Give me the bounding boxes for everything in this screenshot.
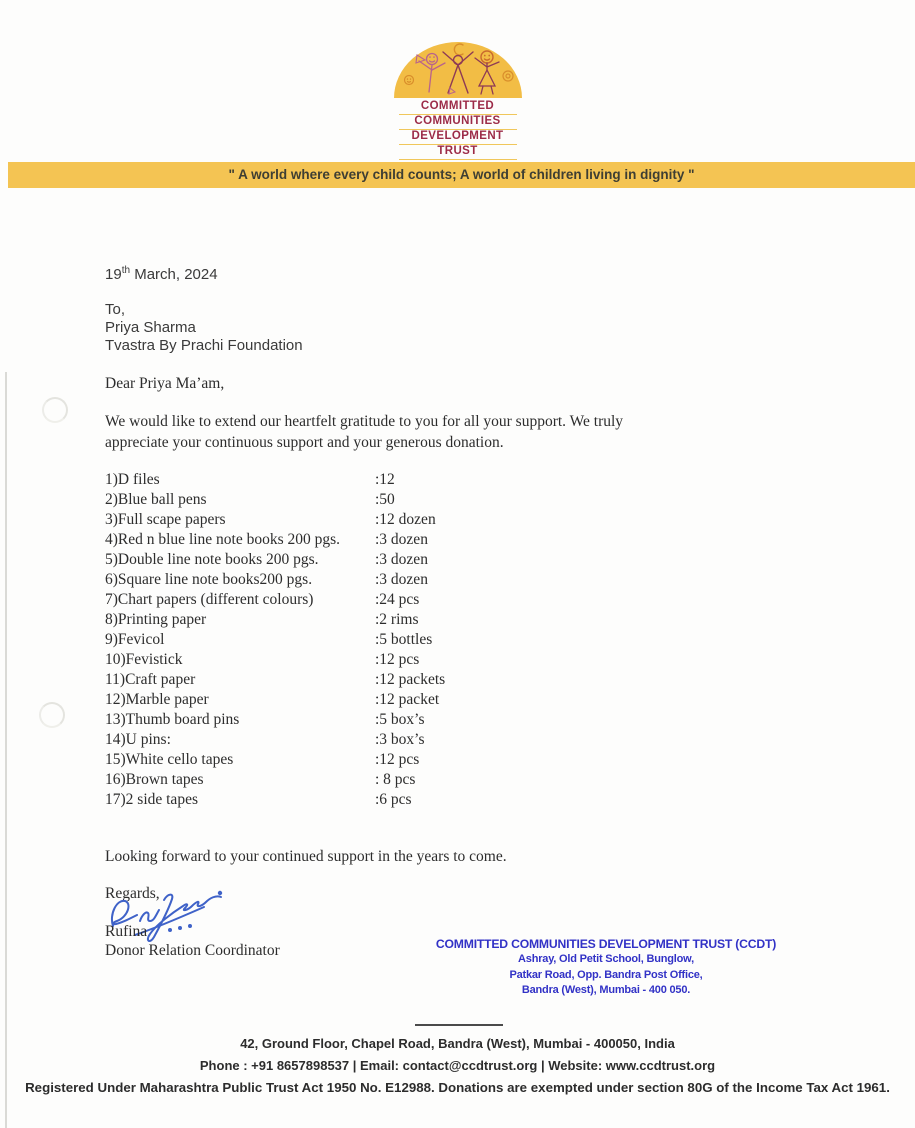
item-row — [105, 590, 445, 610]
stamp-address-line-2: Patkar Road, Opp. Bandra Post Office, — [509, 968, 703, 981]
recipient-block — [105, 301, 303, 355]
footer-contact: Phone : +91 8657898537 | Email: contact@ccdtrust.org | Website: www.ccdtrust.org — [199, 1058, 716, 1073]
item-quantity: :6 pcs — [375, 791, 412, 808]
item-row — [105, 570, 445, 590]
item-row — [105, 610, 445, 630]
item-row — [105, 750, 445, 770]
scan-edge-line — [5, 372, 7, 1128]
item-row — [105, 550, 445, 570]
item-label: 10)Fevistick — [105, 651, 183, 668]
donated-items-list — [105, 470, 445, 810]
item-label: 8)Printing paper — [105, 611, 207, 628]
item-label: 2)Blue ball pens — [105, 491, 207, 508]
item-quantity: :12 dozen — [375, 511, 436, 528]
item-label: 15)White cello tapes — [105, 751, 234, 768]
salutation: Dear Priya Ma’am, — [105, 375, 225, 392]
item-label: 12)Marble paper — [105, 691, 209, 708]
item-label: 11)Craft paper — [105, 671, 196, 688]
item-row — [105, 650, 445, 670]
signer-title: Donor Relation Coordinator — [105, 942, 280, 959]
footer-address: 42, Ground Floor, Chapel Road, Bandra (West), Mumbai - 400050, India — [240, 1036, 675, 1051]
stamp-title: COMMITTED COMMUNITIES DEVELOPMENT TRUST (CCDT) — [435, 937, 777, 951]
stamp-address-line-3: Bandra (West), Mumbai - 400 050. — [521, 984, 691, 996]
org-name-line-3: DEVELOPMENT — [399, 130, 517, 145]
item-row — [105, 710, 445, 730]
item-quantity: : 8 pcs — [375, 771, 416, 788]
item-label: 5)Double line note books 200 pgs. — [105, 551, 319, 568]
item-row — [105, 530, 445, 550]
item-row — [105, 630, 445, 650]
item-row — [105, 770, 445, 790]
item-quantity: :12 pcs — [375, 651, 420, 668]
ccdt-logo-children-illustration — [392, 40, 524, 98]
item-quantity: :5 bottles — [375, 631, 433, 648]
date-ordinal-suffix: th — [121, 265, 131, 276]
item-quantity: :3 dozen — [375, 531, 428, 548]
item-quantity: :3 dozen — [375, 571, 428, 588]
stamp-address-line-1: Ashray, Old Petit School, Bunglow, — [518, 953, 694, 965]
date-month-year: March, 2024 — [130, 266, 218, 283]
item-row — [105, 490, 445, 510]
opening-paragraph — [105, 411, 623, 453]
item-quantity: :5 box’s — [375, 711, 425, 728]
item-label: 6)Square line note books200 pgs. — [105, 571, 313, 588]
hole-punch-top — [42, 397, 68, 423]
item-label: 1)D files — [105, 471, 160, 488]
item-quantity: :12 packet — [375, 691, 440, 708]
item-label: 3)Full scape papers — [105, 511, 226, 528]
paragraph-line-2: appreciate your continuous support and your generous donation. — [105, 434, 504, 451]
org-name-line-2: COMMUNITIES — [399, 115, 517, 130]
item-label: 9)Fevicol — [105, 631, 165, 648]
item-row — [105, 690, 445, 710]
item-label: 14)U pins: — [105, 731, 171, 748]
item-quantity: :3 dozen — [375, 551, 428, 568]
org-name — [0, 100, 915, 160]
item-row — [105, 470, 445, 490]
item-quantity: :3 box’s — [375, 731, 425, 748]
to-label: To, — [105, 301, 126, 318]
organization-stamp — [428, 936, 784, 999]
tagline-text: " A world where every child counts; A world of children living in dignity " — [228, 167, 695, 182]
item-quantity: :2 rims — [375, 611, 419, 628]
footer-separator-line — [415, 1024, 503, 1026]
letterhead — [0, 40, 915, 160]
item-label: 17)2 side tapes — [105, 791, 198, 808]
hole-punch-bottom — [39, 702, 65, 728]
paragraph-line-1: We would like to extend our heartfelt gratitude to you for all your support. We truly — [105, 413, 624, 430]
tagline-banner — [8, 162, 915, 188]
recipient-name: Priya Sharma — [105, 319, 196, 336]
item-label: 13)Thumb board pins — [105, 711, 240, 728]
org-name-line-4: TRUST — [399, 145, 517, 160]
item-label: 4)Red n blue line note books 200 pgs. — [105, 531, 341, 548]
item-quantity: :12 packets — [375, 671, 446, 688]
footer-registration: Registered Under Maharashtra Public Trust Act 1950 No. E12988. Donations are exempted under section 80G of the Income Tax Act 1961. — [25, 1080, 890, 1095]
item-row — [105, 790, 445, 810]
item-row — [105, 510, 445, 530]
date-day: 19 — [105, 266, 122, 283]
item-label: 7)Chart papers (different colours) — [105, 591, 314, 608]
item-quantity: :24 pcs — [375, 591, 420, 608]
item-label: 16)Brown tapes — [105, 771, 204, 788]
item-row — [105, 670, 445, 690]
recipient-organization: Tvastra By Prachi Foundation — [105, 337, 303, 354]
item-quantity: :12 pcs — [375, 751, 420, 768]
item-quantity: :50 — [375, 491, 395, 508]
closing-line: Looking forward to your continued support in the years to come. — [105, 848, 507, 865]
letter-date — [105, 266, 218, 284]
item-quantity: :12 — [375, 471, 395, 488]
org-name-line-1: COMMITTED — [399, 100, 517, 115]
regards: Regards, — [105, 885, 160, 902]
signer-name: Rufina — [105, 923, 148, 940]
item-row — [105, 730, 445, 750]
